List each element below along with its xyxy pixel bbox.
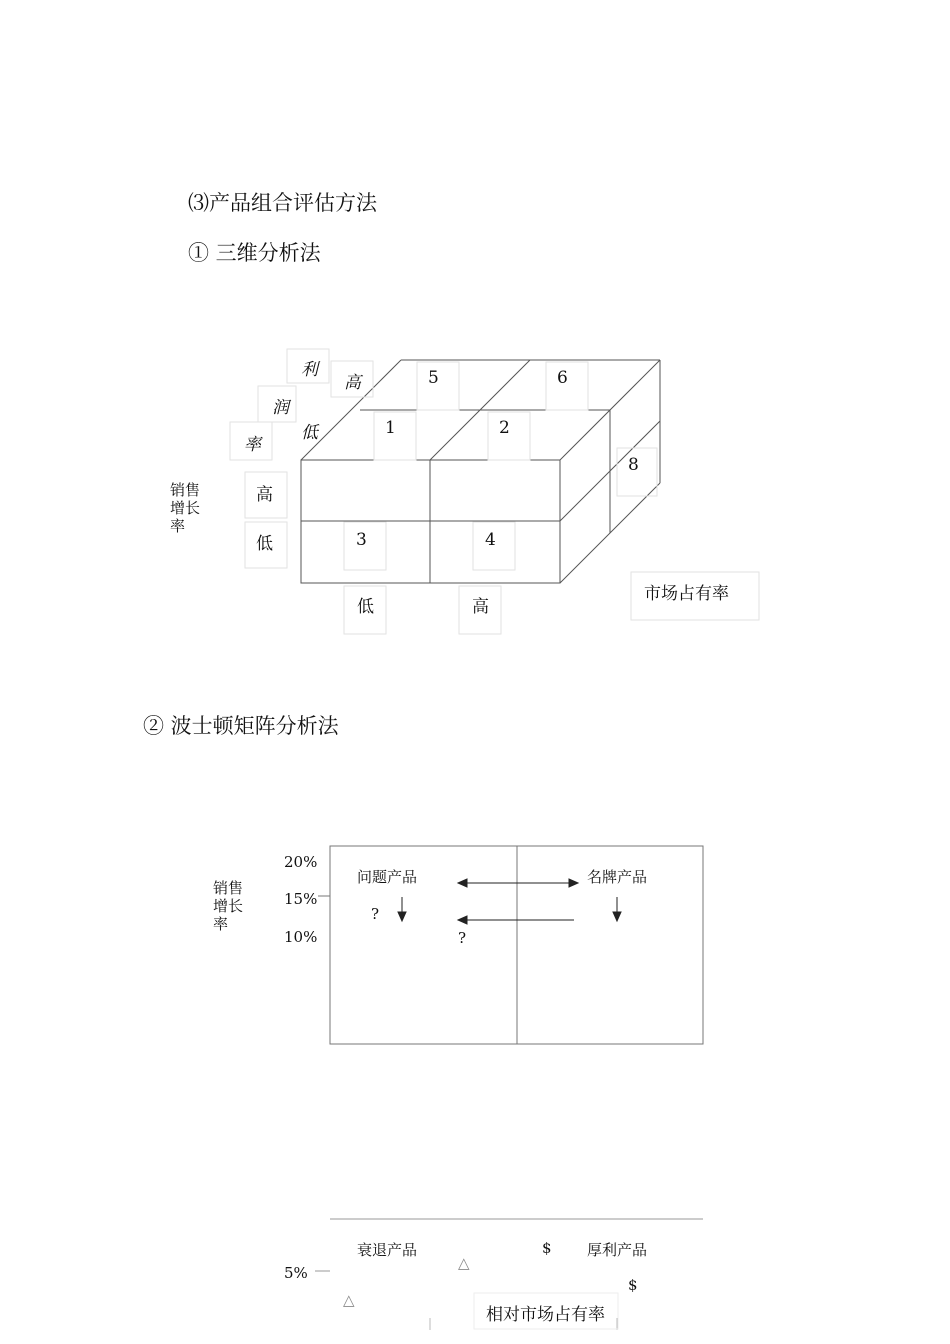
star-product-label: 名牌产品 — [587, 868, 648, 886]
cube-cell-4: 4 — [485, 530, 496, 550]
cube-cell-8: 8 — [628, 455, 639, 475]
cube-cell-1: 1 — [385, 418, 396, 438]
profit-axis-char-2: 润 — [272, 398, 289, 418]
tick-20: 20% — [284, 853, 318, 871]
tick-5: 5% — [284, 1264, 308, 1282]
bcg-y-axis-line-2: 增长 — [213, 897, 244, 915]
profit-product-label: 厚利产品 — [587, 1241, 648, 1259]
sales-high-label: 高 — [256, 485, 273, 505]
relative-market-share-label: 相对市场占有率 — [486, 1305, 605, 1325]
dollar-icon-2: $ — [628, 1276, 638, 1294]
triangle-icon-2: △ — [343, 1291, 355, 1309]
tick-10: 10% — [284, 928, 318, 946]
bcg-y-axis-line-1: 销售 — [213, 879, 244, 897]
bcg-y-axis-label — [213, 879, 243, 933]
question-mark-icon: ? — [371, 905, 380, 923]
profit-axis-char-3: 率 — [244, 435, 261, 455]
profit-high-label: 高 — [344, 373, 361, 393]
question-product-label: 问题产品 — [357, 868, 418, 886]
cube-cell-5: 5 — [428, 368, 439, 388]
cube-cell-3: 3 — [356, 530, 367, 550]
dollar-icon: $ — [542, 1239, 552, 1257]
sales-axis-line-1: 销售 — [170, 481, 201, 499]
market-share-axis-label: 市场占有率 — [644, 584, 729, 604]
sales-axis-line-2: 增长 — [170, 499, 201, 517]
share-low-label: 低 — [357, 597, 374, 617]
cube-cell-2: 2 — [499, 418, 510, 438]
profit-low-label: 低 — [301, 423, 318, 443]
section-title: ⑶产品组合评估方法 — [188, 191, 377, 215]
profit-axis-char-1: 利 — [301, 360, 318, 380]
triangle-icon: △ — [458, 1254, 470, 1272]
bcg-y-axis-line-3: 率 — [213, 915, 229, 933]
tick-15: 15% — [284, 890, 318, 908]
share-high-label: 高 — [472, 597, 489, 617]
sales-axis-line-3: 率 — [170, 517, 186, 535]
sales-low-label: 低 — [256, 534, 273, 554]
method-1-title: ① 三维分析法 — [188, 241, 321, 265]
sales-growth-axis-label — [170, 481, 200, 535]
cube-cell-6: 6 — [557, 368, 568, 388]
decline-product-label: 衰退产品 — [357, 1241, 418, 1259]
question-mark-icon-2: ? — [458, 929, 467, 947]
method-2-title: ② 波士顿矩阵分析法 — [143, 714, 339, 738]
